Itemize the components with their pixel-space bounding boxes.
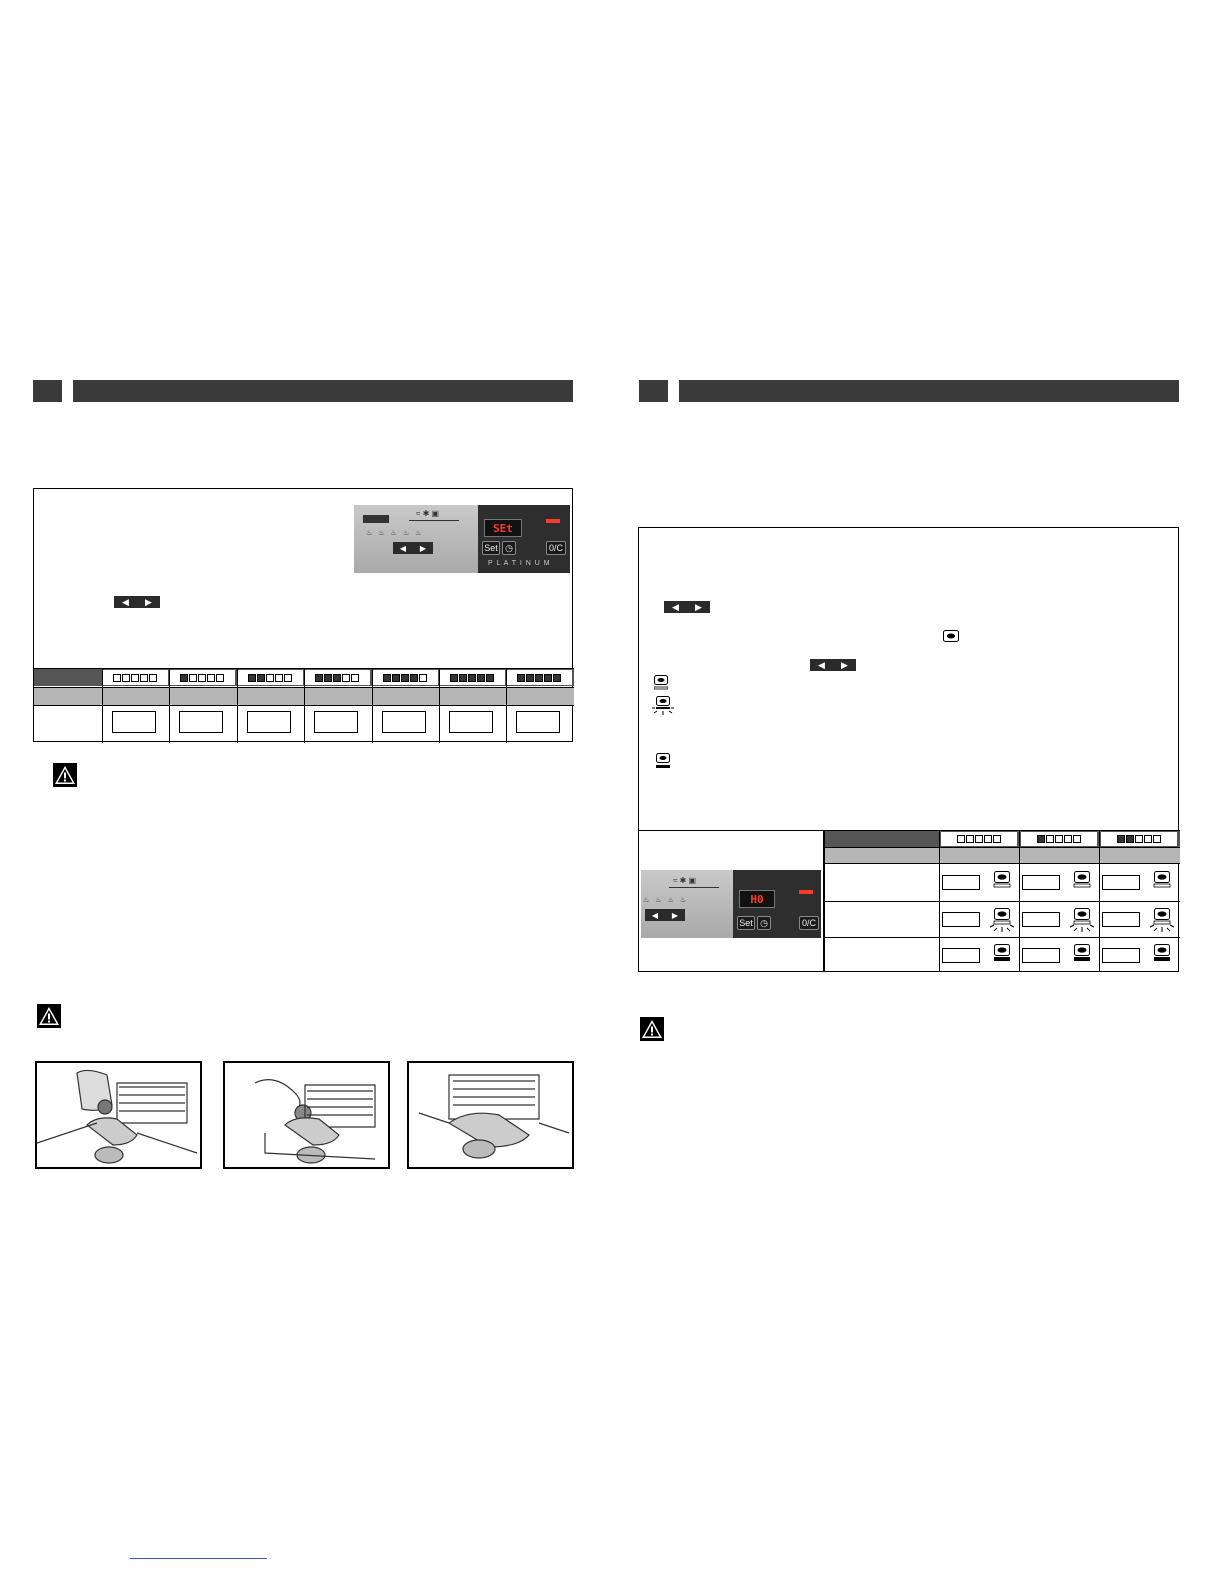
salt-value-box — [1022, 948, 1060, 963]
level-square-filled — [477, 674, 485, 682]
level-square-filled — [1126, 835, 1134, 843]
panel-arrow-buttons[interactable] — [393, 542, 433, 554]
level-square-empty — [993, 835, 1001, 843]
program-icons-row: ♨♨♨♨♨ — [366, 530, 428, 537]
level-square-empty — [1055, 835, 1063, 843]
salt-column-header — [1021, 832, 1097, 846]
arrow-left-icon: ◀ — [651, 910, 659, 920]
salt-indicator-flashing-icon — [989, 905, 1015, 933]
level-square-filled — [180, 674, 188, 682]
arrow-keys-icon — [810, 659, 856, 671]
level-square-empty — [216, 674, 224, 682]
left-section-number-box — [33, 380, 62, 402]
right-section-header-bar — [679, 380, 1179, 402]
level-square-filled — [459, 674, 467, 682]
level-column-divider — [304, 668, 305, 743]
level-square-empty — [284, 674, 292, 682]
level-column-header — [238, 670, 303, 685]
level-square-filled — [517, 674, 525, 682]
level-square-empty — [198, 674, 206, 682]
level-column-header — [440, 670, 505, 685]
auto-lamp — [363, 515, 389, 523]
level-square-empty — [984, 835, 992, 843]
level-square-empty — [122, 674, 130, 682]
salt-value-box — [1102, 912, 1140, 927]
right-section-number-box — [639, 380, 668, 402]
level-value-box — [112, 711, 156, 733]
arrow-keys-icon — [664, 601, 710, 613]
level-column-divider — [102, 668, 103, 743]
warning-triangle-icon — [640, 1017, 664, 1041]
control-panel-image — [354, 505, 479, 573]
level-value-box — [247, 711, 291, 733]
panel-arrow-buttons[interactable] — [645, 909, 685, 921]
salt-indicator-flashing-icon — [652, 696, 674, 721]
arrow-right-icon: ▶ — [841, 659, 848, 670]
salt-column-header — [941, 832, 1017, 846]
arrow-left-icon: ◀ — [122, 596, 129, 607]
salt-indicator-icon — [989, 941, 1015, 969]
level-column-header — [373, 670, 438, 685]
level-square-empty — [140, 674, 148, 682]
salt-indicator-icon — [1069, 941, 1095, 969]
level-column-divider — [169, 668, 170, 743]
level-square-filled — [324, 674, 332, 682]
level-value-box — [314, 711, 358, 733]
level-square-filled — [248, 674, 256, 682]
left-settings-frame — [33, 488, 573, 742]
level-square-empty — [1153, 835, 1161, 843]
level-square-empty — [1064, 835, 1072, 843]
salt-value-box — [1102, 948, 1140, 963]
level-value-box — [449, 711, 493, 733]
indicator-led — [799, 890, 813, 894]
level-column-header — [103, 670, 168, 685]
level-square-empty — [1144, 835, 1152, 843]
arrow-right-icon: ▶ — [695, 601, 702, 612]
level-column-header — [305, 670, 370, 685]
delay-button[interactable]: ◷ — [502, 541, 516, 555]
arrow-left-icon: ◀ — [399, 543, 407, 553]
salt-value-box — [1102, 875, 1140, 890]
onoff-button[interactable]: 0/C — [799, 916, 819, 930]
level-square-empty — [149, 674, 157, 682]
level-square-empty — [342, 674, 350, 682]
footnote-link-underline[interactable] — [130, 1558, 267, 1559]
level-square-empty — [419, 674, 427, 682]
level-square-filled — [1037, 835, 1045, 843]
display-panel — [478, 505, 570, 573]
level-square-empty — [1046, 835, 1054, 843]
level-square-filled — [383, 674, 391, 682]
salt-value-box — [942, 948, 980, 963]
salt-value-box — [942, 875, 980, 890]
salt-indicator-icon — [654, 675, 668, 696]
salt-column-header — [1101, 832, 1177, 846]
level-square-filled — [486, 674, 494, 682]
set-button[interactable]: Set — [737, 916, 755, 930]
illustration-pour-rinse-aid — [35, 1061, 202, 1169]
display-panel — [733, 870, 821, 938]
level-square-filled — [544, 674, 552, 682]
warning-triangle-icon — [37, 1004, 61, 1028]
salt-indicator-icon — [989, 868, 1015, 896]
left-section-header-bar — [73, 380, 573, 402]
display-readout: SEt — [484, 519, 522, 537]
level-column-divider — [237, 668, 238, 743]
level-square-filled — [535, 674, 543, 682]
level-square-empty — [207, 674, 215, 682]
level-value-box — [179, 711, 223, 733]
salt-indicator-flashing-icon — [1149, 905, 1175, 933]
level-square-filled — [526, 674, 534, 682]
salt-indicator-icon — [1069, 868, 1095, 896]
level-square-empty — [1073, 835, 1081, 843]
level-value-box — [382, 711, 426, 733]
arrow-left-icon: ◀ — [818, 659, 825, 670]
salt-indicator-icon — [656, 753, 670, 774]
panel-line — [669, 887, 719, 888]
set-button[interactable]: Set — [482, 541, 500, 555]
panel-icons-row: ≈ ✱ ▣ — [416, 509, 440, 518]
arrow-right-icon: ▶ — [419, 543, 427, 553]
level-column-header — [170, 670, 235, 685]
illustration-insert-tablet — [223, 1061, 390, 1169]
level-square-empty — [1135, 835, 1143, 843]
delay-button[interactable]: ◷ — [757, 916, 771, 930]
level-square-filled — [468, 674, 476, 682]
salt-table-row-rule — [824, 937, 1180, 938]
arrow-right-icon: ▶ — [671, 910, 679, 920]
level-square-empty — [966, 835, 974, 843]
level-square-filled — [450, 674, 458, 682]
illustration-close-lid — [407, 1061, 574, 1169]
level-square-filled — [333, 674, 341, 682]
level-square-filled — [392, 674, 400, 682]
salt-indicator-icon — [943, 629, 959, 647]
right-settings-frame — [638, 527, 1179, 972]
salt-table-row-rule — [824, 901, 1180, 902]
level-column-divider — [439, 668, 440, 743]
salt-indicator-flashing-icon — [1069, 905, 1095, 933]
arrow-left-icon: ◀ — [672, 601, 679, 612]
level-column-divider — [372, 668, 373, 743]
level-square-filled — [1117, 835, 1125, 843]
level-column-header — [507, 670, 572, 685]
level-square-empty — [957, 835, 965, 843]
panel-icons-row: ≈ ✱ ▣ — [673, 876, 697, 885]
salt-indicator-icon — [1149, 868, 1175, 896]
level-square-empty — [189, 674, 197, 682]
indicator-led — [546, 519, 560, 523]
level-square-filled — [553, 674, 561, 682]
level-table — [34, 668, 574, 743]
onoff-button[interactable]: 0/C — [546, 541, 566, 555]
level-square-filled — [410, 674, 418, 682]
level-square-filled — [257, 674, 265, 682]
level-square-empty — [975, 835, 983, 843]
panel-line — [409, 520, 459, 521]
level-value-box — [516, 711, 560, 733]
warning-triangle-icon — [53, 763, 77, 787]
level-square-filled — [401, 674, 409, 682]
brand-label: P L A T I N U M — [488, 560, 551, 567]
level-square-empty — [275, 674, 283, 682]
salt-value-box — [1022, 875, 1060, 890]
salt-value-box — [942, 912, 980, 927]
level-square-empty — [266, 674, 274, 682]
level-square-empty — [113, 674, 121, 682]
salt-value-box — [1022, 912, 1060, 927]
display-readout: H0 — [739, 890, 775, 908]
level-square-empty — [351, 674, 359, 682]
level-square-empty — [131, 674, 139, 682]
control-panel-image — [641, 870, 733, 938]
salt-table-subheader-row — [824, 847, 1180, 864]
level-square-filled — [315, 674, 323, 682]
level-column-divider — [506, 668, 507, 743]
program-icons-row: ♨♨♨♨ — [643, 897, 693, 904]
arrow-right-icon: ▶ — [145, 596, 152, 607]
salt-indicator-icon — [1149, 941, 1175, 969]
arrow-keys-icon — [114, 596, 160, 608]
